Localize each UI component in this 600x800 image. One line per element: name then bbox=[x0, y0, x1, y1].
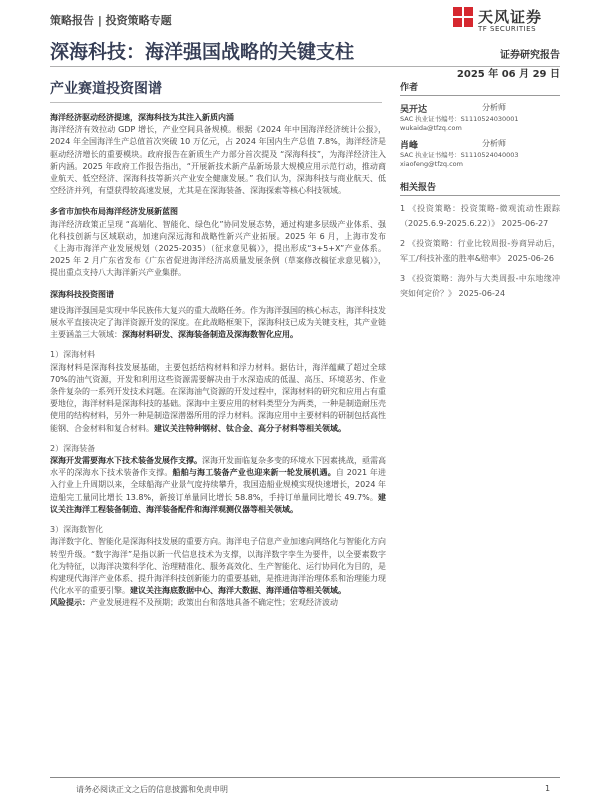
related-report-link[interactable]: 2 《投资策略：行业比较周报-券商异动后，军工/科技补涨的胜率&赔率》 2025-06-26 bbox=[400, 239, 560, 263]
logo-subtext: TF SECURITIES bbox=[478, 25, 537, 33]
section-paragraph: 海洋经济有效拉动 GDP 增长，产业空间具备规模。根据《2024 年中国海洋经济统计公报》，2024 年全国海洋生产总值首次突破 10 万亿元，占 2024 年国内生产总值 7.8%，海洋经济是驱动经济增长的重要模块。政府报告在新质生产力部分首次提及 “深海科技”，为海洋经济注入新内涵。2025 年政府工作报告指出，“开展新技术新产品新场景大规模应用示范行动，推动商业航天、低空经济、深海科技等新兴产业安全健康发展。” 我们认为，深海科技与商业航天、低空经济并列，有望获得较高速发展，尤其是在深海装备、深海探索等核心科技领域。 bbox=[50, 125, 386, 196]
page-number: 1 bbox=[545, 784, 551, 793]
subsection-title: 2）深海装备 bbox=[50, 443, 96, 453]
related-report-link[interactable]: 1 《投资策略：投资策略-微观流动性跟踪（2025.6.9-2025.6.22）》 2025-06-27 bbox=[400, 204, 560, 228]
section-paragraph: 海洋经济政策正呈现 “高端化、智能化、绿色化”协同发展态势，通过构建多层级产业体系、强化科技创新与区域联动，加速向深远海和战略性新兴产业拓展。2025 年 6 月，上海市发布《上海市海洋产业发展规划（2025-2035）（征求意见稿）》，提出形成“3+5+X”产业体系。2025 年 2 月广东省发布《广东省促进海洋经济高质量发展条例（草案修改稿征求意见稿）》，提出重点支持八大海洋新兴产业集群。 bbox=[50, 219, 386, 278]
author-name: 吴开达 bbox=[400, 105, 428, 115]
report-category: 策略报告 | 投资策略专题 bbox=[50, 14, 172, 27]
section-paragraph: 海洋数字化、智能化是深海科技发展的重要方向。海洋电子信息产业加速向网络化与智能化方向转型升级。“数字海洋”是指以新一代信息技术为支撑，以海洋数字孪生为要件，以全要素数字化为特征，以海洋决策科学化、治理精准化、服务高效化、生产智能化、运行协同化为目的，是构建现代海洋产业体系、提升海洋科技创新能力的重要基础，是推进海洋治理体系和治理能力现代化水平的重要引擎。建议关注海底数据中心、海洋大数据、海洋通信等相关领域。 bbox=[50, 537, 386, 596]
related-report-link[interactable]: 3 《投资策略：海外与大类周报-中东地缘冲突如何定价？》 2025-06-24 bbox=[400, 274, 560, 298]
page-subtitle: 产业赛道投资图谱 bbox=[50, 81, 162, 97]
section-heading: 多省市加快布局海洋经济发展新蓝图 bbox=[50, 207, 178, 217]
author-entry bbox=[400, 102, 560, 134]
author-license: SAC 执业证书编号：S1110524040003 bbox=[400, 151, 519, 159]
author-email[interactable]: wukaida@tfzq.com bbox=[400, 124, 462, 132]
logo-mark-icon bbox=[452, 6, 474, 28]
report-date: 2025 年 06 月 29 日 bbox=[456, 69, 560, 80]
author-role: 分析师 bbox=[482, 103, 506, 112]
footer-divider bbox=[50, 777, 560, 778]
author-role: 分析师 bbox=[482, 139, 506, 148]
footer-disclaimer: 请务必阅读正文之后的信息披露和免责申明 bbox=[76, 785, 228, 794]
related-reports-heading: 相关报告 bbox=[400, 180, 560, 196]
report-type: 证券研究报告 bbox=[500, 50, 560, 61]
section-paragraph: 深海材料是深海科技发展基础，主要包括结构材料和浮力材料。据估计，海洋蕴藏了超过全球 70%的油气资源，开发和利用这些资源需要解决由于水深造成的低温、高压、环境恶劣、作业条件复杂的一系列开发技术问题。在深海油气资源的开发过程中，深海材料的研究和应用占有重要地位，海洋材料是深海科技的基础。深海中主要应用的材料类型分为两类，一种是制造耐压壳使用的结构材料，另外一种是制造深潜器所用的浮力材料。深海应用中主要材料的研制包括高性能钢、合金材料和复合材料。建议关注特种钢材、钛合金、高分子材料等相关领域。 bbox=[50, 362, 386, 433]
main-content bbox=[50, 112, 386, 610]
section-paragraph: 深海开发需要海水下技术装备发展作支撑。深海开发面临复杂多变的环境水下因素挑战，亟需高水平的深海水下技术装备作支撑。船舶与海工装备产业也迎来新一轮发展机遇。自 2021 年进入行业上升周期以来，全球船海产业景气度持续攀升，我国造船业规模实现快速增长，2024 年造船完工量同比增长 13.8%，新接订单量同比增长 58.8%，手持订单量同比增长 49.7%。建议关注海洋工程装备制造、海洋装备配件和海洋观测仪器等相关领域。 bbox=[50, 456, 387, 514]
author-license: SAC 执业证书编号：S1110524030001 bbox=[400, 115, 519, 123]
subtitle-divider bbox=[50, 102, 382, 103]
subsection-title: 1）深海材料 bbox=[50, 350, 96, 360]
section-heading: 海洋经济驱动经济提速，深海科技为其注入新质内涌 bbox=[50, 113, 234, 122]
company-logo bbox=[452, 4, 562, 40]
section-heading: 深海科技投资图谱 bbox=[50, 289, 114, 299]
subsection-title: 3）深海数智化 bbox=[50, 525, 104, 535]
logo-text: 天风证券 bbox=[478, 8, 543, 26]
risk-note: 风险提示：产业发展进程不及预期；政策出台和落地具备不确定性；宏观经济波动 bbox=[50, 598, 338, 608]
page-title: 深海科技：海洋强国战略的关键支柱 bbox=[50, 41, 355, 63]
author-name: 肖峰 bbox=[400, 141, 419, 151]
author-entry bbox=[400, 138, 560, 170]
author-email[interactable]: xiaofeng@tfzq.com bbox=[400, 160, 463, 168]
sidebar bbox=[400, 80, 560, 307]
authors-heading: 作者 bbox=[400, 80, 560, 96]
section-paragraph: 建设海洋强国是实现中华民族伟大复兴的重大战略任务。作为海洋强国的核心标志，海洋科技发展水平直接决定了海洋资源开发的深度。在此战略框架下，深海科技已成为关键支柱，其产业链主要涵盖三大领域：深海材料研发、深海装备制造及深海数智化应用。 bbox=[50, 305, 386, 340]
